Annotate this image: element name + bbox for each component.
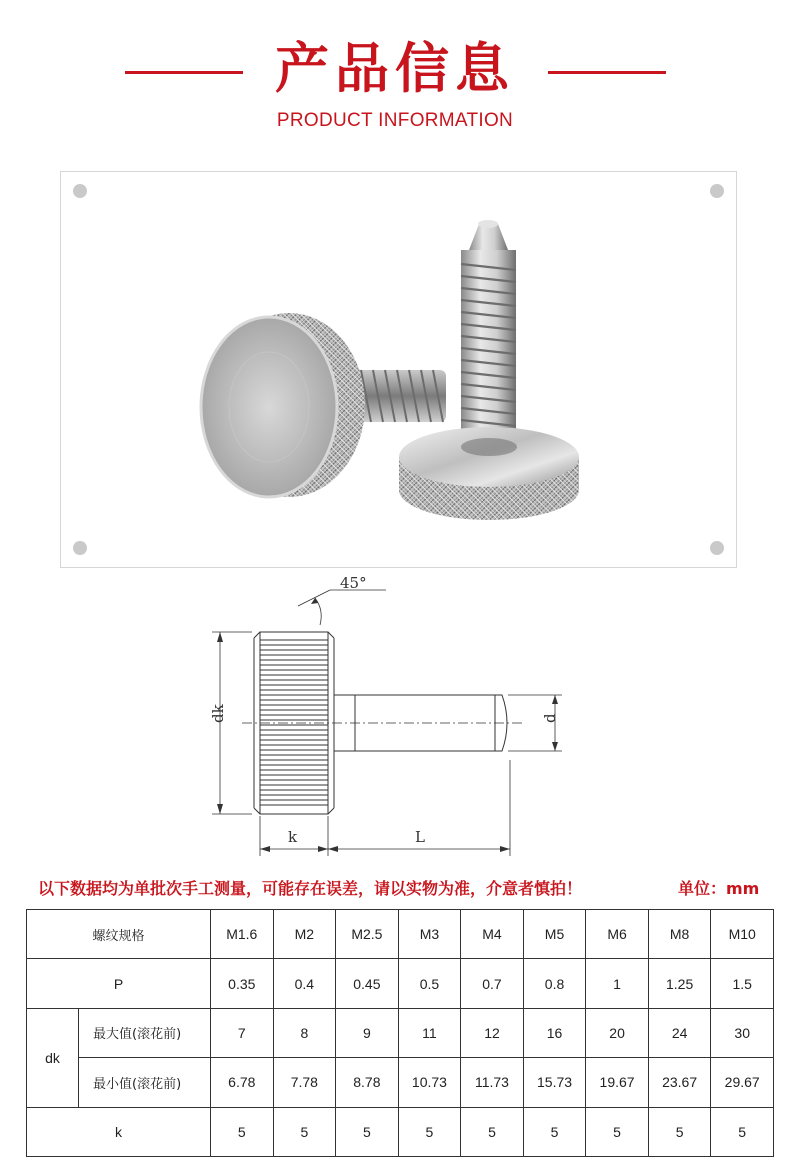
table-row xyxy=(27,959,774,1008)
dk-min-value-cell: 8.78 xyxy=(336,1058,399,1107)
table-row xyxy=(27,910,774,959)
dk-min-value-cell: 10.73 xyxy=(398,1058,461,1107)
k-value-cell: 5 xyxy=(648,1107,711,1156)
page-header xyxy=(0,0,790,150)
measurement-notice xyxy=(38,876,768,899)
k-value-cell: 5 xyxy=(336,1107,399,1156)
dk-min-value-cell: 23.67 xyxy=(648,1058,711,1107)
page-title: 产品信息 xyxy=(275,36,515,100)
dk-max-value-cell: 24 xyxy=(648,1008,711,1057)
dk-label-cell: dk xyxy=(27,1008,79,1107)
size-cell: M10 xyxy=(711,910,774,959)
k-value-cell: 5 xyxy=(586,1107,649,1156)
dk-min-value-cell: 6.78 xyxy=(211,1058,274,1107)
dk-max-label-cell: 最大值(滚花前) xyxy=(79,1008,211,1057)
pin-dot-icon xyxy=(710,541,724,555)
p-value-cell: 0.4 xyxy=(273,959,336,1008)
dk-min-value-cell: 29.67 xyxy=(711,1058,774,1107)
k-value-cell: 5 xyxy=(523,1107,586,1156)
dk-min-value-cell: 7.78 xyxy=(273,1058,336,1107)
pin-dot-icon xyxy=(710,184,724,198)
dk-max-value-cell: 16 xyxy=(523,1008,586,1057)
k-value-cell: 5 xyxy=(461,1107,524,1156)
dk-min-value-cell: 11.73 xyxy=(461,1058,524,1107)
dk-max-value-cell: 12 xyxy=(461,1008,524,1057)
dk-dimension-label: dk xyxy=(209,704,227,723)
k-value-cell: 5 xyxy=(711,1107,774,1156)
k-value-cell: 5 xyxy=(211,1107,274,1156)
dk-max-value-cell: 7 xyxy=(211,1008,274,1057)
p-value-cell: 1 xyxy=(586,959,649,1008)
table-row xyxy=(27,1058,774,1107)
dk-max-value-cell: 9 xyxy=(336,1008,399,1057)
angle-label: 45° xyxy=(340,574,367,592)
k-value-cell: 5 xyxy=(273,1107,336,1156)
size-cell: M6 xyxy=(586,910,649,959)
dk-min-value-cell: 15.73 xyxy=(523,1058,586,1107)
dk-min-value-cell: 19.67 xyxy=(586,1058,649,1107)
pin-dot-icon xyxy=(73,184,87,198)
page-subtitle: PRODUCT INFORMATION xyxy=(276,110,514,131)
p-value-cell: 0.5 xyxy=(398,959,461,1008)
k-value-cell: 5 xyxy=(398,1107,461,1156)
size-cell: M1.6 xyxy=(211,910,274,959)
k-label-cell: k xyxy=(27,1107,211,1156)
table-row xyxy=(27,1107,774,1156)
k-dimension-label: k xyxy=(288,828,298,846)
product-photo xyxy=(60,171,737,568)
pin-dot-icon xyxy=(73,541,87,555)
thumb-screw-illustration xyxy=(61,172,736,567)
dk-max-value-cell: 20 xyxy=(586,1008,649,1057)
p-label-cell: P xyxy=(27,959,211,1008)
dk-max-value-cell: 11 xyxy=(398,1008,461,1057)
p-value-cell: 0.35 xyxy=(211,959,274,1008)
spec-header-cell: 螺纹规格 xyxy=(27,910,211,959)
spec-table xyxy=(26,909,774,1157)
size-cell: M3 xyxy=(398,910,461,959)
size-cell: M4 xyxy=(461,910,524,959)
title-divider-right xyxy=(548,71,666,74)
p-value-cell: 1.25 xyxy=(648,959,711,1008)
notice-text: 以下数据均为单批次手工测量，可能存在误差，请以实物为准，介意者慎拍！ xyxy=(38,879,583,898)
size-cell: M8 xyxy=(648,910,711,959)
p-value-cell: 0.8 xyxy=(523,959,586,1008)
size-cell: M2.5 xyxy=(336,910,399,959)
dk-max-value-cell: 30 xyxy=(711,1008,774,1057)
dk-min-label-cell: 最小值(滚花前) xyxy=(79,1058,211,1107)
l-dimension-label: L xyxy=(415,828,425,846)
d-dimension-label: d xyxy=(541,713,559,723)
dk-max-value-cell: 8 xyxy=(273,1008,336,1057)
unit-label: 单位：mm xyxy=(678,879,760,898)
size-cell: M2 xyxy=(273,910,336,959)
p-value-cell: 0.7 xyxy=(461,959,524,1008)
size-cell: M5 xyxy=(523,910,586,959)
table-row xyxy=(27,1008,774,1057)
p-value-cell: 1.5 xyxy=(711,959,774,1008)
p-value-cell: 0.45 xyxy=(336,959,399,1008)
technical-drawing xyxy=(190,570,590,865)
